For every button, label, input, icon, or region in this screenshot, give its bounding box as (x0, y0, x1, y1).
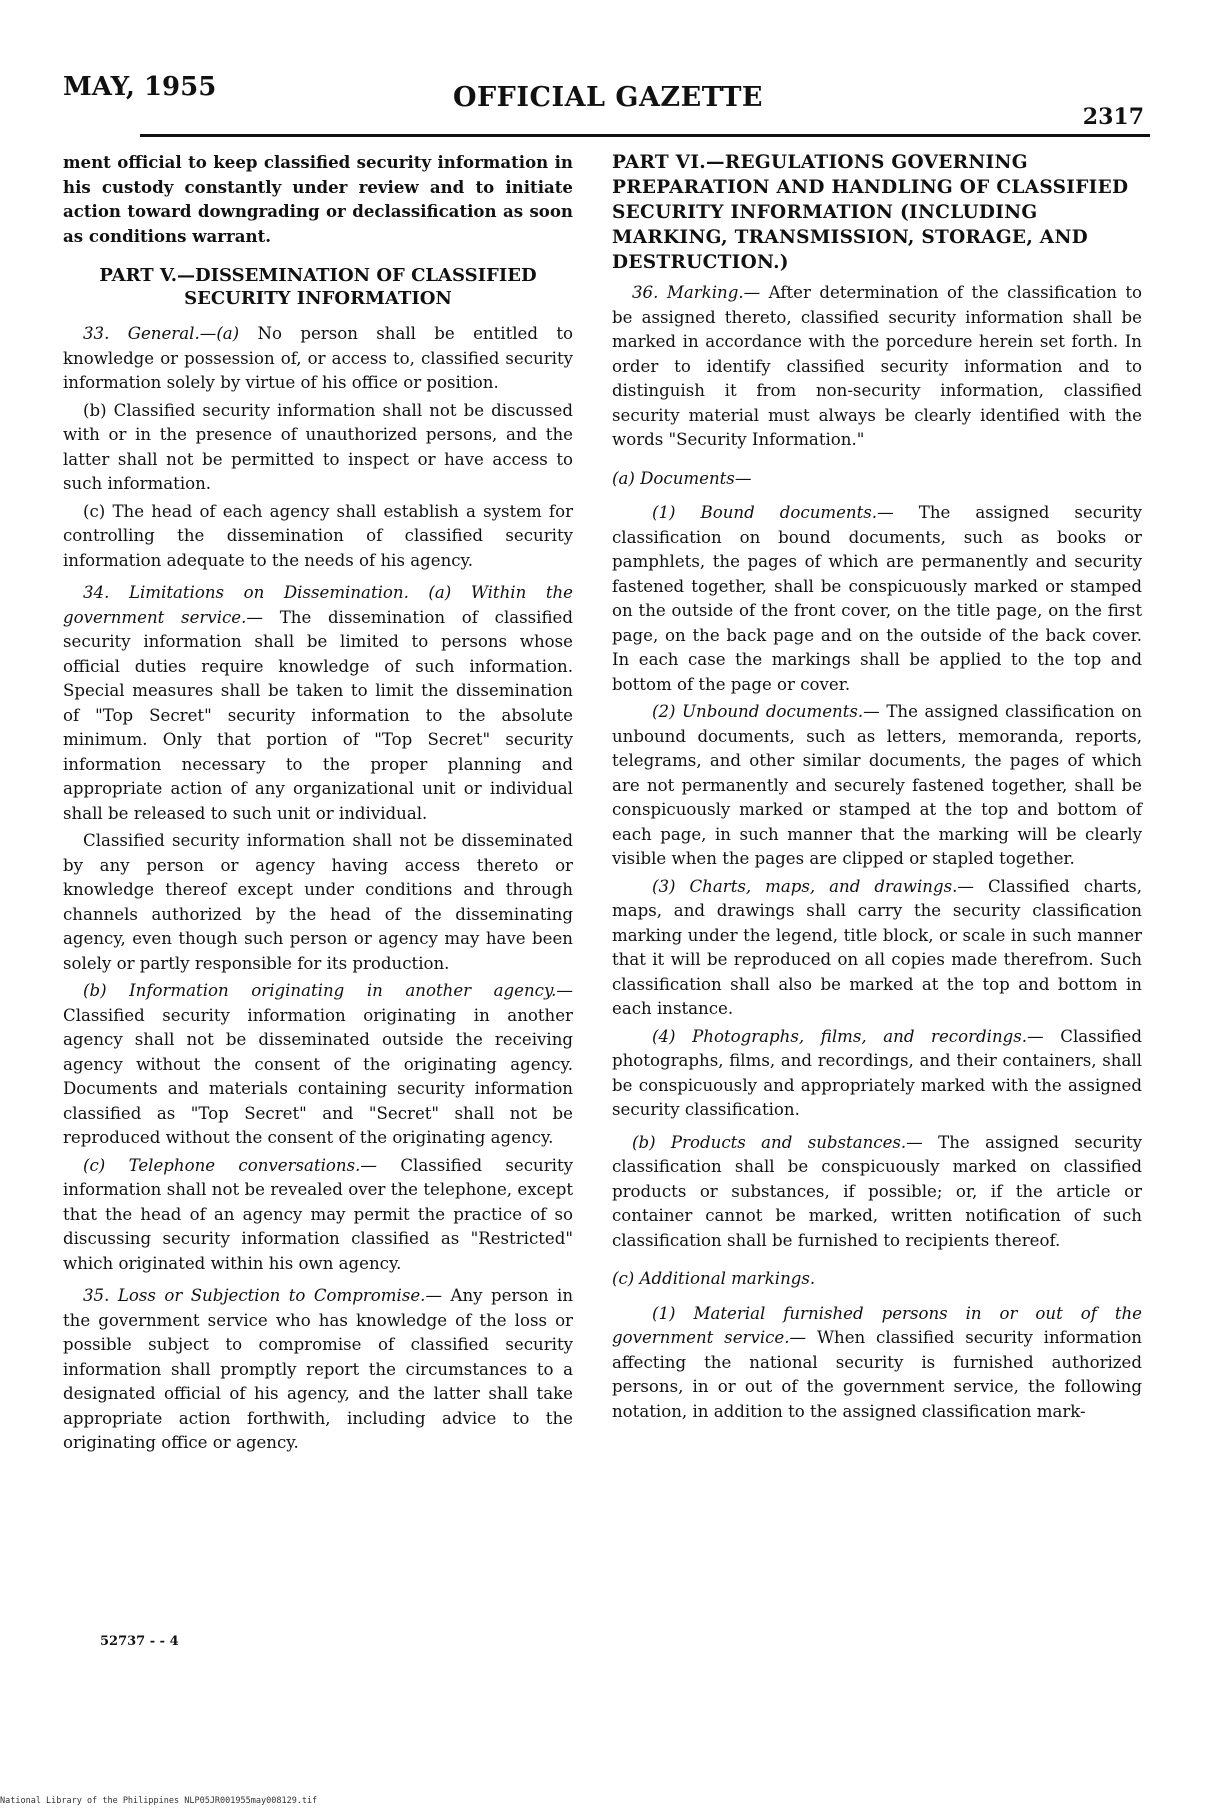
left-column (63, 150, 573, 1459)
photographs-films-recordings-label: (4) Photographs, films, and recordings.— (652, 1026, 1044, 1046)
section-34-a (63, 581, 573, 826)
bound-documents (612, 501, 1142, 697)
section-34-label: 34. Limitations on Dissemination. (a) Within the government service.— (63, 583, 573, 627)
products-substances (612, 1131, 1142, 1254)
part-vi-heading: PART VI.—REGULATIONS GOVERNING PREPARATION AND HANDLING OF CLASSIFIED SECURITY INFORMATION (INCLUDING MARKING, TRANSMISSION, STORAGE, AND DESTRUCTION.) (612, 152, 1129, 273)
documents-heading: (a) Documents— (612, 468, 752, 488)
section-36-text: After determination of the classification to be assigned thereto, classified security information shall be marked in accordance with the porcedure herein set forth. In order to identify classified security information and to distinguish it from non-security information, classified security material must always be clearly identified with the words "Security Information." (612, 283, 1142, 449)
continued-paragraph: ment official to keep classified security information in his custody constantly under review and to initiate action toward downgrading or declassification as soon as conditions warrant. (63, 152, 573, 246)
section-34-b-label: (b) Information originating in another agency.— (83, 981, 573, 1000)
section-34-c (63, 1154, 573, 1277)
page-number: 2317 (1082, 104, 1144, 130)
section-34-a-text: The dissemination of classified security information shall be limited to persons whose official duties require knowledge of such information. Special measures shall be taken to limit the dissemination of "Top Secret" security information to the absolute minimum. Only that portion of "Top Secret" security information necessary to the proper planning and appropriate action of any organizational unit or individual shall be released to such unit or individual. (63, 607, 574, 823)
additional-markings-heading: (c) Additional markings. (612, 1269, 816, 1288)
products-substances-text: The assigned security classification shall be conspicuously marked on classified products or substances, if possible; or, if the article or container cannot be marked, written notification of such classification shall be furnished to recipients thereof. (612, 1132, 1142, 1250)
header-rule (140, 134, 1150, 137)
photographs-films-recordings (612, 1025, 1142, 1123)
section-33-c: (c) The head of each agency shall establish a system for controlling the dissemination of classified security information adequate to the needs of his agency. (63, 501, 573, 570)
section-35 (63, 1284, 573, 1456)
part-v-heading: PART V.—DISSEMINATION OF CLASSIFIED SECURITY INFORMATION (99, 265, 537, 309)
material-furnished (612, 1302, 1142, 1425)
section-33-label: 33. General.—(a) (83, 324, 240, 343)
print-code: 52737 - - 4 (100, 1634, 179, 1649)
issue-date: MAY, 1955 (63, 72, 217, 102)
section-36 (612, 281, 1142, 453)
photographs-films-recordings-text: Classified photographs, films, and recordings, and their containers, shall be conspicuously and appropriately marked with the assigned security classification. (612, 1026, 1142, 1119)
section-34-c-text: Classified security information shall not be revealed over the telephone, except that the head of an agency may permit the practice of so discussing security information classified as "Restricted" which originated within his own agency. (63, 1155, 574, 1273)
section-34-b (63, 979, 573, 1151)
section-34-c-label: (c) Telephone conversations.— (83, 1155, 377, 1175)
section-34-a2: Classified security information shall not be disseminated by any person or agency having access thereto or knowledge thereof except under conditions and through channels authorized by the head of the disseminating agency, even though such person or agency may have been solely or partly responsible for its production. (63, 831, 573, 973)
section-36-label: 36. Marking.— (632, 283, 761, 302)
bound-documents-label: (1) Bound documents.— (652, 503, 894, 522)
products-substances-label: (b) Products and substances.— (632, 1132, 923, 1152)
library-scan-footer: National Library of the Philippines NLP05JR001955may008129.tif (0, 1796, 318, 1806)
charts-maps-drawings (612, 875, 1142, 1022)
bound-documents-text: The assigned security classification on bound documents, such as books or pamphlets, the pages of which are permanently and security fastened together, shall be conspicuously marked or stamped on the outside of the front cover, on the title page, on the first page, on the back page and on the outside of the back cover. In each case the markings shall be applied to the top and bottom of the page or cover. (612, 503, 1143, 694)
section-33-a (63, 322, 573, 396)
unbound-documents (612, 700, 1142, 872)
section-35-label: 35. Loss or Subjection to Compromise.— (83, 1286, 443, 1305)
material-furnished-label: (1) Material furnished persons in or out of the government service.— (612, 1303, 1142, 1347)
section-33-a-text: No person shall be entitled to knowledge or possession of, or access to, classified security information solely by virtue of his office or position. (63, 324, 573, 392)
right-column (612, 150, 1142, 1427)
unbound-documents-text: The assigned classification on unbound documents, such as letters, memoranda, reports, telegrams, and other similar documents, the pages of which are not permanently and securely fastened together, shall be conspicuously marked or stamped at the top and bottom of each page, in such manner that the marking will be clearly visible when the pages are clipped or stapled together. (612, 702, 1142, 868)
publication-title: OFFICIAL GAZETTE (452, 82, 764, 113)
unbound-documents-label: (2) Unbound documents.— (652, 702, 880, 721)
charts-maps-drawings-label: (3) Charts, maps, and drawings.— (652, 876, 974, 896)
section-33-b: (b) Classified security information shall not be discussed with or in the presence of unauthorized persons, and the latter shall not be permitted to inspect or have access to such information. (63, 400, 573, 493)
material-furnished-text: When classified security information affecting the national security is furnished authorized persons, in or out of the government service, the following notation, in addition to the assigned classification mark- (612, 1328, 1142, 1421)
charts-maps-drawings-text: Classified charts, maps, and drawings shall carry the security classification marking under the legend, title block, or scale in such manner that it will be reproduced on all copies made therefrom. Such classification shall also be marked at the top and bottom in each instance. (612, 876, 1142, 1018)
section-35-text: Any person in the government service who has knowledge of the loss or possible subject to compromise of classified security information shall promptly report the circumstances to a designated official of his agency, and the latter shall take appropriate action forthwith, including advice to the originating office or agency. (63, 1286, 573, 1452)
section-34-b-text: Classified security information originating in another agency shall not be disseminated outside the receiving agency without the consent of the originating agency. Documents and materials containing security information classified as "Top Secret" and "Secret" shall not be reproduced without the consent of the originating agency. (63, 1005, 573, 1147)
